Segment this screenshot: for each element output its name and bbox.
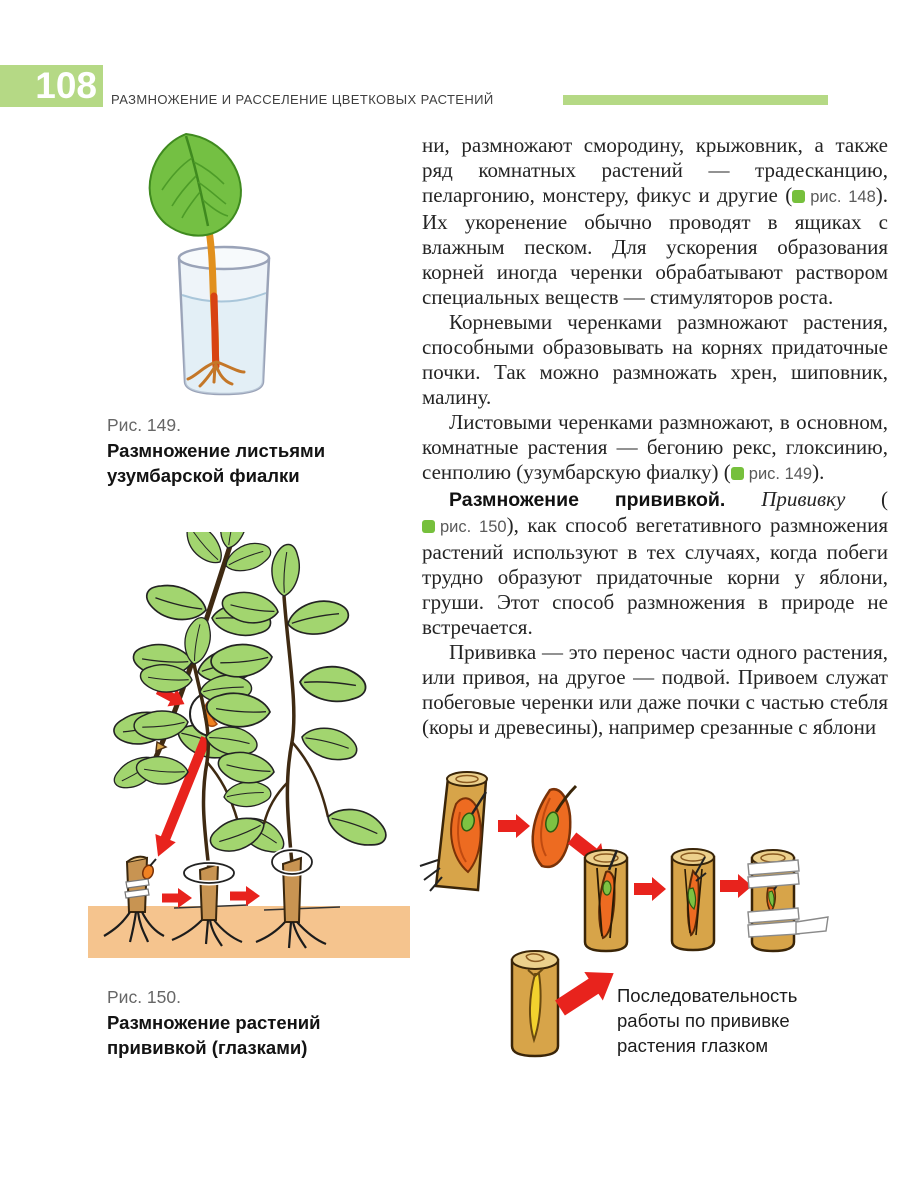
figure-150-caption (107, 985, 347, 1060)
step-bud-inserted (672, 849, 714, 950)
figure-ref-icon (731, 467, 744, 480)
page-number-badge (0, 65, 103, 107)
step-wrapped-graft (748, 850, 828, 951)
figure-ref-label: рис. 148 (810, 188, 876, 206)
figure-150-label: Рис. 150. (107, 987, 181, 1007)
figure-149-caption (107, 413, 347, 488)
stock-with-t-cut (512, 951, 558, 1056)
text-run: Корневыми черенками размножают растения, способными образовывать на корнях придаточные почки. Так можно размножать хрен, шиповник, малину. (422, 310, 888, 409)
figure-149-label: Рис. 149. (107, 415, 181, 435)
text-run: Листовыми черенками размножают, в основном, комнатные растения — бегонию рекс, глоксинию, сенполию (узумбарскую фиалку) ( (422, 410, 888, 484)
run-in-heading: Размножение прививкой. (449, 489, 762, 511)
figure-ref-icon (422, 520, 435, 533)
figure-ref-icon (792, 190, 805, 203)
figure-149 (100, 128, 400, 410)
budding-propagation-illustration (88, 532, 410, 958)
figure-reference (422, 513, 507, 537)
step-bud-shield (533, 786, 576, 867)
header-accent-bar (563, 95, 828, 105)
stage-budded-stock (104, 857, 164, 942)
paragraph (422, 133, 888, 310)
arrow-stock-to-step3 (551, 959, 623, 1022)
body-text (422, 133, 888, 740)
figure-reference (792, 183, 876, 207)
leaf-in-glass-illustration (100, 128, 400, 410)
running-header: РАЗМНОЖЕНИЕ И РАССЕЛЕНИЕ ЦВЕТКОВЫХ РАСТЕНИЙ (111, 92, 494, 107)
paragraph (422, 487, 888, 640)
italic-term: Прививку (761, 487, 882, 511)
arrow-stage1-to-stage2 (162, 888, 192, 908)
grafting-sequence-caption: Последовательность работы по прививке растения глазком (617, 985, 798, 1056)
figure-ref-label: рис. 149 (748, 465, 813, 483)
figure-ref-label: рис. 150 (440, 518, 507, 536)
paragraph (422, 640, 888, 740)
paragraph (422, 310, 888, 410)
figure-150-title: Размножение растений прививкой (глазками) (107, 1012, 321, 1058)
arrow-step1-step2 (498, 814, 530, 838)
text-run: ), как способ вегетативного размножения растений используют в тех случаях, когда побеги трудно образуют придаточные корни у яблони, груши. Этот способ размножения в природе не встречается. (422, 513, 888, 639)
text-run: ( (881, 487, 889, 511)
text-run: Прививка — это перенос части одного растения, или привоя, на другое — подвой. Привоем служат побеговые черенки или даже почки с частью стебля (коры и древесины), например срезанные с яблони (422, 640, 888, 739)
figure-150 (88, 532, 410, 958)
text-run: ). Их укоренение обычно проводят в ящиках с влажным песком. Для ускорения образования корней иногда черенки обрабатывают раствором специальных веществ — стимуляторов роста. (422, 183, 889, 309)
page-number: 108 (35, 65, 97, 106)
arrow-step3-step4 (634, 877, 666, 901)
arrow-stage2-to-stage3 (230, 886, 260, 906)
figure-reference (731, 460, 812, 484)
step-cut-bud-from-branch (420, 772, 487, 891)
step-stock-with-cut (585, 850, 627, 951)
arrow-step4-step5 (720, 874, 752, 898)
paragraph (422, 410, 888, 487)
text-run: ни, размножают смородину, крыжовник, а также ряд комнатных растений — традесканцию, пеларгонию, монстеру, фикус и другие ( (422, 133, 888, 207)
text-run: ). (812, 460, 825, 484)
figure-149-title: Размножение листьями узумбарской фиалки (107, 440, 326, 486)
